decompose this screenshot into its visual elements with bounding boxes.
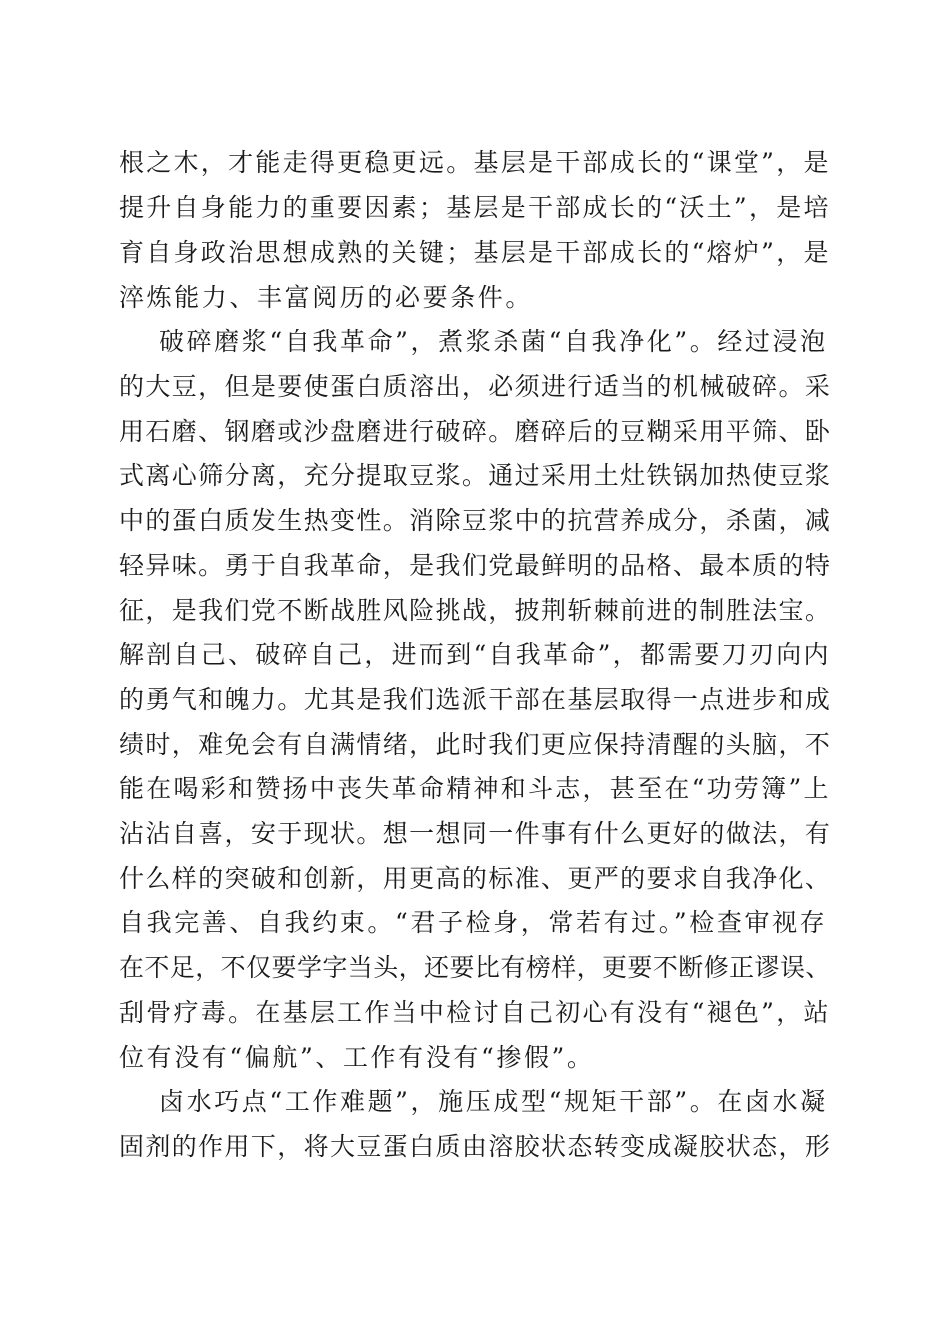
- text-line: 淬炼能力、丰富阅历的必要条件。: [119, 283, 534, 312]
- text-line: 式离心筛分离，充分提取豆浆。通过采用土灶铁锅加热使豆浆: [119, 461, 832, 490]
- text-line: 提升自身能力的重要因素；基层是干部成长的“沃土”，是培: [119, 193, 831, 222]
- text-line: 刮骨疗毒。在基层工作当中检讨自己初心有没有“褪色”，站: [119, 998, 831, 1027]
- text-line: 位有没有“偏航”、工作有没有“掺假”。: [119, 1043, 595, 1072]
- text-line: 中的蛋白质发生热变性。消除豆浆中的抗营养成分，杀菌，减: [119, 506, 832, 535]
- text-line: 沾沾自喜，安于现状。想一想同一件事有什么更好的做法，有: [119, 819, 832, 848]
- text-line: 固剂的作用下，将大豆蛋白质由溶胶状态转变成凝胶状态，形: [119, 1132, 832, 1161]
- text-line: 根之木，才能走得更稳更远。基层是干部成长的“课堂”，是: [119, 148, 831, 177]
- text-line: 什么样的突破和创新，用更高的标准、更严的要求自我净化、: [119, 864, 832, 893]
- text-line: 征，是我们党不断战胜风险挑战，披荆斩棘前进的制胜法宝。: [119, 596, 832, 625]
- text-line: 的勇气和魄力。尤其是我们选派干部在基层取得一点进步和成: [119, 685, 832, 714]
- text-line: 的大豆，但是要使蛋白质溶出，必须进行适当的机械破碎。采: [119, 372, 832, 401]
- text-line: 育自身政治思想成熟的关键；基层是干部成长的“熔炉”，是: [119, 238, 831, 267]
- text-line: 能在喝彩和赞扬中丧失革命精神和斗志，甚至在“功劳簿”上: [119, 774, 831, 803]
- text-line: 绩时，难免会有自满情绪，此时我们更应保持清醒的头脑，不: [119, 730, 832, 759]
- paragraph-start-line: 卤水巧点“工作难题”，施压成型“规矩干部”。在卤水凝: [159, 1087, 828, 1116]
- text-line: 解剖自己、破碎自己，进而到“自我革命”，都需要刀刃向内: [119, 640, 831, 669]
- text-line: 轻异味。勇于自我革命，是我们党最鲜明的品格、最本质的特: [119, 551, 832, 580]
- text-line: 用石磨、钢磨或沙盘磨进行破碎。磨碎后的豆糊采用平筛、卧: [119, 417, 832, 446]
- text-line: 自我完善、自我约束。“君子检身，常若有过。”检查审视存: [119, 908, 828, 937]
- text-line: 在不足，不仅要学字当头，还要比有榜样，更要不断修正谬误、: [119, 953, 831, 982]
- paragraph-start-line: 破碎磨浆“自我革命”，煮浆杀菌“自我净化”。经过浸泡: [159, 327, 828, 356]
